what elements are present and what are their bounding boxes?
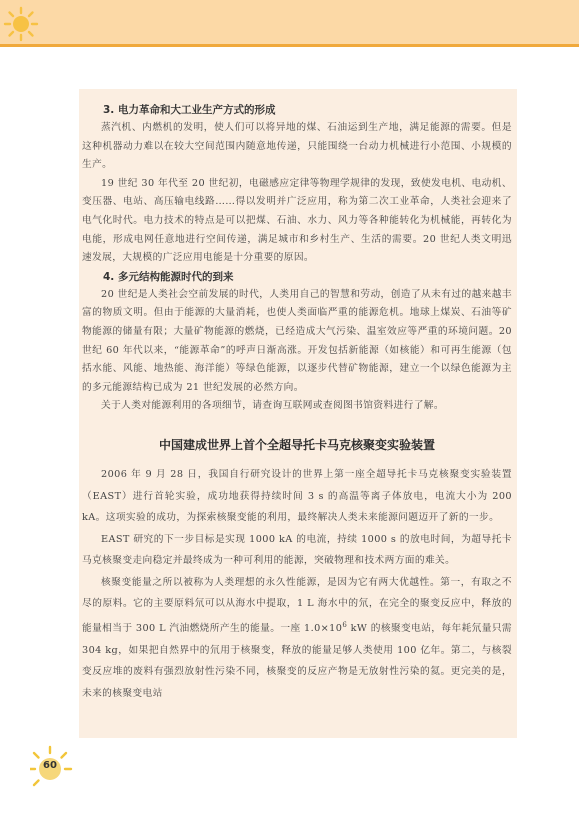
section-title: 中国建成世界上首个全超导托卡马克核聚变实验装置 <box>158 437 435 452</box>
paragraph: 20 世纪是人类社会空前发展的时代，人类用自己的智慧和劳动，创造了从未有过的越来越丰富的物质文明。但由于能源的大量消耗，也使人类面临严重的能源危机。地球上煤炭、石油等矿物能源的储量有限；大量矿物能源的燃烧，已经造成大气污染、温室效应等严重的环境问题。20 世纪 60 年代以来，“能源革命”的呼声日渐高涨。开发包括新能源（如核能）和可再生能源（包括水能、风能、地热能、海洋能）等绿色能源，以逐步代替矿物能源，建立一个以绿色能源为主的多元能源结构已成为 21 世纪发展的必然方向。 <box>82 288 512 393</box>
page-number: 60 <box>43 760 57 771</box>
paragraph-text: 核聚变能量之所以被称为人类理想的永久性能源，是因为它有两大优越性。第一，有取之不尽的原料。它的主要原料氘可以从海水中提取，1 L 海水中的氘，在完全的聚变反应中，释放的能量相当于 300 L 汽油燃烧所产生的能量。一座 1.0×10 <box>82 576 512 635</box>
heading-multi-energy-era: 4. 多元结构能源时代的到来 <box>103 270 234 283</box>
paragraph: 关于人类对能源利用的各项细节，请查询互联网或查阅图书馆资料进行了解。 <box>101 400 444 412</box>
east-section <box>82 436 512 705</box>
header-rule <box>0 44 579 47</box>
sun-icon <box>3 6 39 42</box>
paragraph-text: kW 的核聚变电站，每年耗氘量只需 304 kg，如果把自然界中的氘用于核聚变，释放的能量足够人类使用 100 亿年。第二，与核裂变反应堆的废料有强烈放射性污染不同，核聚变的反应产物是无放射性污染的氦。更完美的是，未来的核聚变电站 <box>82 623 513 700</box>
heading-electric-revolution: 3. 电力革命和大工业生产方式的形成 <box>103 104 276 116</box>
paragraph <box>82 572 512 705</box>
page-content <box>82 101 512 705</box>
header-band <box>0 0 579 44</box>
paragraph: 19 世纪 30 年代至 20 世纪初，电磁感应定律等物理学规律的发现，致使发电机、电动机、变压器、电站、高压输电线路……得以发明并广泛应用，称为第二次工业革命，人类社会迎来了电气化时代。电力技术的特点是可以把煤、石油、水力、风力等各种能转化为机械能，再转化为电能，形成电网任意地进行空间传递，满足城市和乡村生产、生活的需要。20 世纪人类文明迅速发展，大规模的广泛应用电能是十分重要的原因。 <box>82 177 512 264</box>
paragraph: 蒸汽机、内燃机的发明，使人们可以将异地的煤、石油运到生产地，满足能源的需要。但是这种机器动力难以在较大空间范围内随意地传递，只能围绕一台动力机械进行小范围、小规模的生产。 <box>82 122 512 171</box>
superscript: 6 <box>342 621 348 630</box>
paragraph: EAST 研究的下一步目标是实现 1000 kA 的电流，持续 1000 s 的放电时间，为超导托卡马克核聚变走向稳定并最终成为一种可利用的能源，突破物理和技术两方面的难关。 <box>82 533 512 567</box>
paragraph: 2006 年 9 月 28 日，我国自行研究设计的世界上第一座全超导托卡马克核聚变实验装置（EAST）进行首轮实验，成功地获得持续时间 3 s 的高温等离子体放电，电流大小为 200 kA。这项实验的成功，为探索核聚变能的利用，最终解决人类未来能源问题迈开了新的一步。 <box>82 468 512 524</box>
